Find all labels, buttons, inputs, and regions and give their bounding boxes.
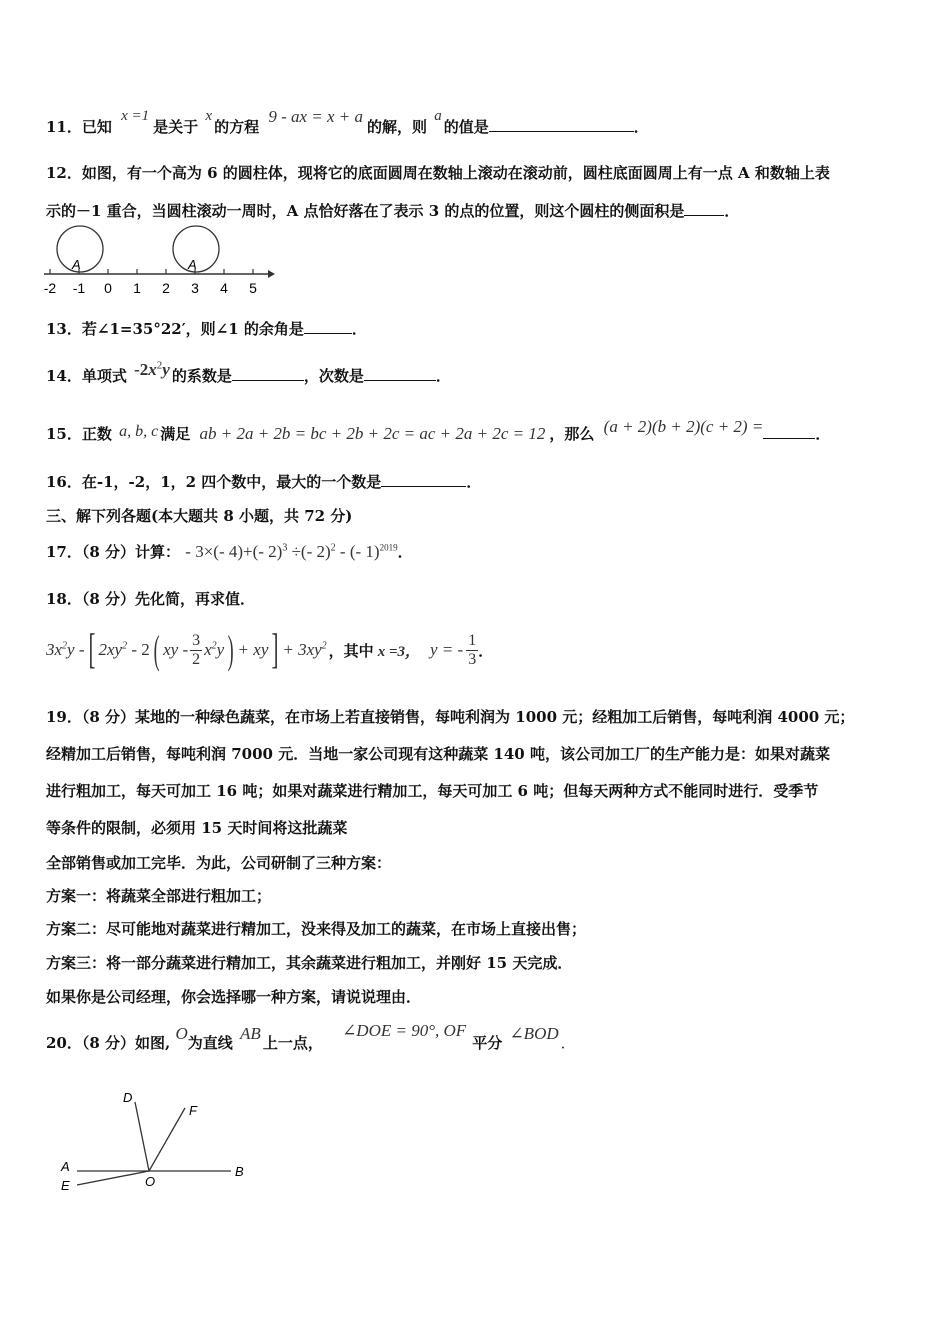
left-paren: ( [153, 627, 160, 672]
q19-line: 进行粗加工，每天可加工 16 吨；如果对蔬菜进行精加工，每天可加工 6 吨；但每天两种方式不能同时进行．受季节 [46, 782, 819, 800]
q19-line: 方案二：尽可能地对蔬菜进行精加工，没来得及加工的蔬菜，在市场上直接出售； [46, 920, 587, 938]
question-16: 16．在-1，-2，1，2 四个数中，最大的一个数是 ． [46, 473, 482, 491]
q11-condition: x =1 [121, 108, 150, 124]
monomial: $-2x^2y$ [134, 359, 170, 379]
answer-blank-coefficient[interactable] [232, 366, 304, 381]
left-bracket: [ [88, 627, 96, 673]
answer-blank[interactable] [763, 424, 815, 439]
tick-label: 0 [104, 280, 112, 296]
question-12-line-2: 示的－1 重合，当圆柱滚动一周时，A 点恰好落在了表示 3 的点的位置，则这个圆柱的侧面积是 ． [46, 202, 740, 220]
label-b: B [235, 1164, 244, 1179]
answer-blank-degree[interactable] [364, 366, 436, 381]
answer-blank[interactable] [381, 472, 466, 487]
q11-variable: x [205, 108, 213, 124]
right-bracket: ] [271, 627, 279, 673]
question-18-title: 18．（8 分）先化简，再求值． [46, 590, 256, 608]
q11-equation: 9 - ax = x + a [268, 107, 364, 126]
q11-a: a [434, 108, 442, 124]
answer-blank[interactable] [489, 117, 634, 132]
q15-condition: ab + 2a + 2b = bc + 2b + 2c = ac + 2a + 2c = 12 [199, 424, 546, 443]
q19-line: 经精加工后销售，每吨利润 7000 元．当地一家公司现有这种蔬菜 140 吨，该公司加工厂的生产能力是：如果对蔬菜 [46, 745, 830, 763]
right-paren: ) [227, 627, 234, 672]
question-13: 13．若∠1=35°22′，则∠1 的余角是 ． [46, 320, 367, 338]
q19-line: 方案三：将一部分蔬菜进行精加工，其余蔬菜进行粗加工，并刚好 15 天完成． [46, 954, 573, 972]
answer-blank[interactable] [304, 319, 352, 334]
section-title: 三、解下列各题(本大题共 8 小题，共 72 分) [46, 507, 353, 525]
q19-line: 方案一：将蔬菜全部进行粗加工； [46, 887, 272, 905]
question-17: 17．（8 分）计算： - 3×(- 4)+(- 2)$^3$ ÷(- 2)$^2$ - (- 1)$^{2019}$． [46, 542, 413, 561]
q20-condition: ∠DOE = 90°, OF [342, 1021, 467, 1040]
tick-label: 4 [220, 280, 228, 296]
angle-figure [55, 1088, 265, 1198]
label-d: D [123, 1090, 133, 1105]
q15-expression: (a + 2)(b + 2)(c + 2) = [603, 417, 764, 436]
label-a: A [61, 1159, 70, 1174]
question-14: 14．单项式 $-2x^2y$ 的系数是 ，次数是 ． [46, 359, 451, 385]
arrow-icon [268, 270, 275, 278]
tick-label: 3 [191, 280, 199, 296]
question-20: 20．（8 分）如图, O为直线 AB 上一点， ∠DOE = 90°, OF平分 ∠BOD． [46, 1021, 576, 1052]
question-15: 15．正数 a, b, c 满足 ab + 2a + 2b = bc + 2b + 2c = ac + 2a + 2c = 12 ，那么 (a + 2)(b + 2)(c + 2) = ． [46, 417, 831, 443]
tick-label: -2 [43, 280, 57, 296]
q19-line: 等条件的限制，必须用 15 天时间将这批蔬菜 [46, 819, 348, 837]
q19-line: 全部销售或加工完毕．为此，公司研制了三种方案： [46, 854, 392, 872]
number-line-figure [42, 225, 277, 299]
ray-od [135, 1102, 149, 1171]
label-f: F [189, 1103, 197, 1118]
question-11: 11．已知 x =1是关于 x的方程 9 - ax = x + a的解，则 a的值是 ． [46, 107, 649, 136]
answer-blank[interactable] [684, 201, 724, 216]
fraction-one-third: $\frac{1}{3}$ [468, 631, 477, 668]
ray-of [149, 1108, 185, 1171]
tick-label: 5 [249, 280, 257, 296]
q17-expression: - 3×(- 4)+(- 2)$^3$ ÷(- 2)$^2$ - (- 1)$^{2019}$ [185, 542, 398, 561]
question-18-expression: $3x^2y$ - [ $2xy^2 - 2$ ( xy - $\frac{3}{2}$ $x^2y$ ) + xy ] + $3xy^2$ ，其中 x =3， y = - $\frac{1}{3}$ ． [46, 627, 494, 673]
point-label-a-end: A [188, 257, 197, 272]
tick-label: 2 [162, 280, 170, 296]
tick-label: 1 [133, 280, 141, 296]
label-e: E [61, 1178, 70, 1193]
fraction-three-halves: $\frac{3}{2}$ [192, 631, 201, 668]
question-12-line-1: 12．如图，有一个高为 6 的圆柱体，现将它的底面圆周在数轴上滚动在滚动前，圆柱底面圆周上有一点 A 和数轴上表 [46, 164, 830, 182]
label-o: O [145, 1174, 156, 1189]
q19-line: 19．（8 分）某地的一种绿色蔬菜，在市场上若直接销售，每吨利润为 1000 元；经粗加工后销售，每吨利润 4000 元； [46, 708, 855, 726]
q19-line: 如果你是公司经理，你会选择哪一种方案，请说说理由． [46, 988, 422, 1006]
ray-oe [77, 1171, 149, 1185]
tick-label: -1 [72, 280, 86, 296]
point-label-a-start: A [72, 257, 81, 272]
